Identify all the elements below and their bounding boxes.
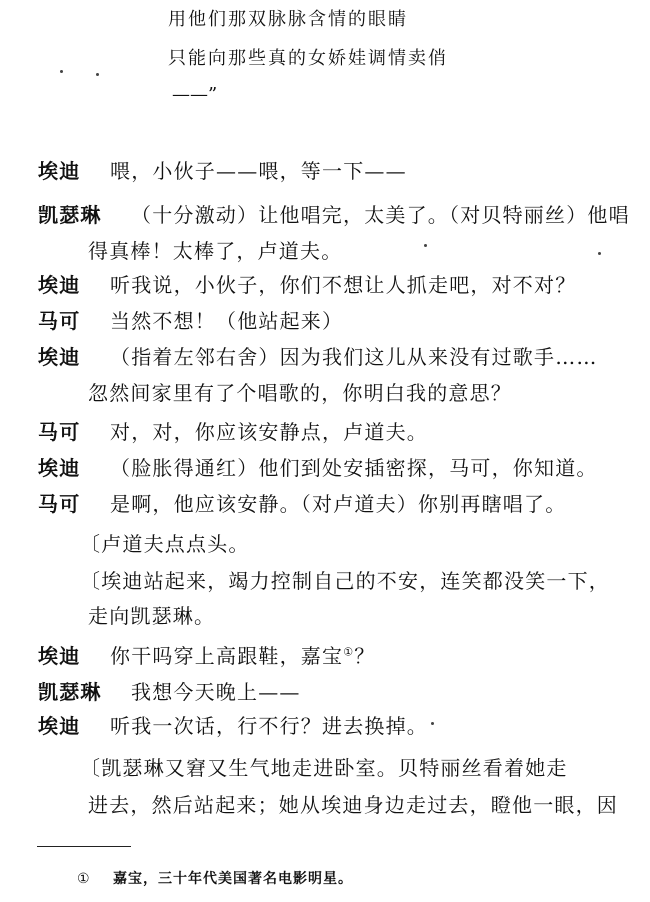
speaker-name: 马可 bbox=[38, 420, 81, 444]
stage-direction bbox=[80, 758, 568, 778]
stage-direction-text: 走向凯瑟琳。 bbox=[88, 604, 216, 628]
speaker-name: 凯瑟琳 bbox=[38, 203, 102, 227]
dialogue-text: 当然不想！（他站起来） bbox=[110, 309, 344, 333]
dialogue-text: 喂，小伙子——喂，等一下—— bbox=[110, 159, 407, 183]
dialogue-line bbox=[38, 347, 598, 367]
speaker-name: 埃迪 bbox=[38, 714, 81, 738]
dialogue-text: 我想今天晚上—— bbox=[131, 680, 301, 704]
dialogue-line bbox=[38, 458, 598, 478]
dialogue-line bbox=[38, 275, 576, 295]
dialogue-text: 听我说，小伙子，你们不想让人抓走吧，对不对？ bbox=[110, 273, 577, 297]
dialogue-text: （十分激动）让他唱完，太美了。（对贝特丽丝）他唱 bbox=[131, 203, 630, 227]
stage-direction-continuation bbox=[88, 795, 618, 815]
stage-direction-text: 〔卢道夫点点头。 bbox=[80, 532, 250, 556]
dialogue-continuation bbox=[88, 241, 342, 261]
dialogue-continuation bbox=[88, 383, 512, 403]
scan-speck bbox=[96, 73, 99, 76]
stage-direction bbox=[80, 534, 250, 554]
dialogue-line bbox=[38, 646, 375, 666]
dialogue-line bbox=[38, 682, 301, 702]
verse-line-2: 只能向那些真的女娇娃调情卖俏 bbox=[168, 48, 448, 69]
footnote-reference: ① bbox=[343, 645, 355, 659]
dialogue-line bbox=[38, 161, 407, 181]
stage-direction bbox=[80, 571, 610, 591]
footnote-marker: ① bbox=[77, 871, 91, 887]
stage-direction-text: 〔埃迪站起来，竭力控制自己的不安，连笑都没笑一下， bbox=[80, 569, 610, 593]
scan-speck bbox=[424, 244, 427, 247]
dialogue-line bbox=[38, 494, 566, 514]
speaker-name: 凯瑟琳 bbox=[38, 680, 102, 704]
scan-speck bbox=[60, 70, 63, 73]
footnote-divider bbox=[37, 846, 131, 847]
dialogue-text: （指着左邻右舍）因为我们这儿从来没有过歌手…… bbox=[110, 345, 598, 369]
speaker-name: 埃迪 bbox=[38, 456, 81, 480]
dialogue-line bbox=[38, 716, 428, 736]
dialogue-line bbox=[38, 422, 428, 442]
speaker-name: 埃迪 bbox=[38, 644, 81, 668]
dialogue-line bbox=[38, 205, 630, 225]
dialogue-text: 是啊，他应该安静。（对卢道夫）你别再瞎唱了。 bbox=[110, 492, 567, 516]
scan-speck bbox=[431, 722, 434, 725]
dialogue-text: （脸胀得通红）他们到处安插密探，马可，你知道。 bbox=[110, 456, 598, 480]
stage-direction-text: 〔凯瑟琳又窘又生气地走进卧室。贝特丽丝看着她走 bbox=[80, 756, 568, 780]
dialogue-line bbox=[38, 311, 343, 331]
dialogue-text: 对，对，你应该安静点，卢道夫。 bbox=[110, 420, 428, 444]
speaker-name: 埃迪 bbox=[38, 273, 81, 297]
speaker-name: 埃迪 bbox=[38, 345, 81, 369]
stage-direction-continuation bbox=[88, 606, 215, 626]
scan-speck bbox=[598, 252, 601, 255]
dialogue-text: 听我一次话，行不行？进去换掉。 bbox=[110, 714, 428, 738]
verse-line-3: ——” bbox=[172, 84, 218, 105]
stage-direction-text: 进去，然后站起来；她从埃迪身边走过去，瞪他一眼，因 bbox=[88, 793, 618, 817]
speaker-name: 马可 bbox=[38, 309, 81, 333]
dialogue-text: 你干吗穿上高跟鞋，嘉宝 bbox=[110, 644, 344, 668]
dialogue-text: 得真棒！太棒了，卢道夫。 bbox=[88, 239, 343, 263]
footnote-text: 嘉宝，三十年代美国著名电影明星。 bbox=[113, 871, 353, 887]
verse-line-1: 用他们那双脉脉含情的眼睛 bbox=[168, 9, 408, 30]
speaker-name: 马可 bbox=[38, 492, 81, 516]
dialogue-text: 忽然间家里有了个唱歌的，你明白我的意思？ bbox=[88, 381, 512, 405]
speaker-name: 埃迪 bbox=[38, 159, 81, 183]
footnote bbox=[77, 872, 353, 886]
dialogue-text-tail: ？ bbox=[354, 644, 376, 668]
